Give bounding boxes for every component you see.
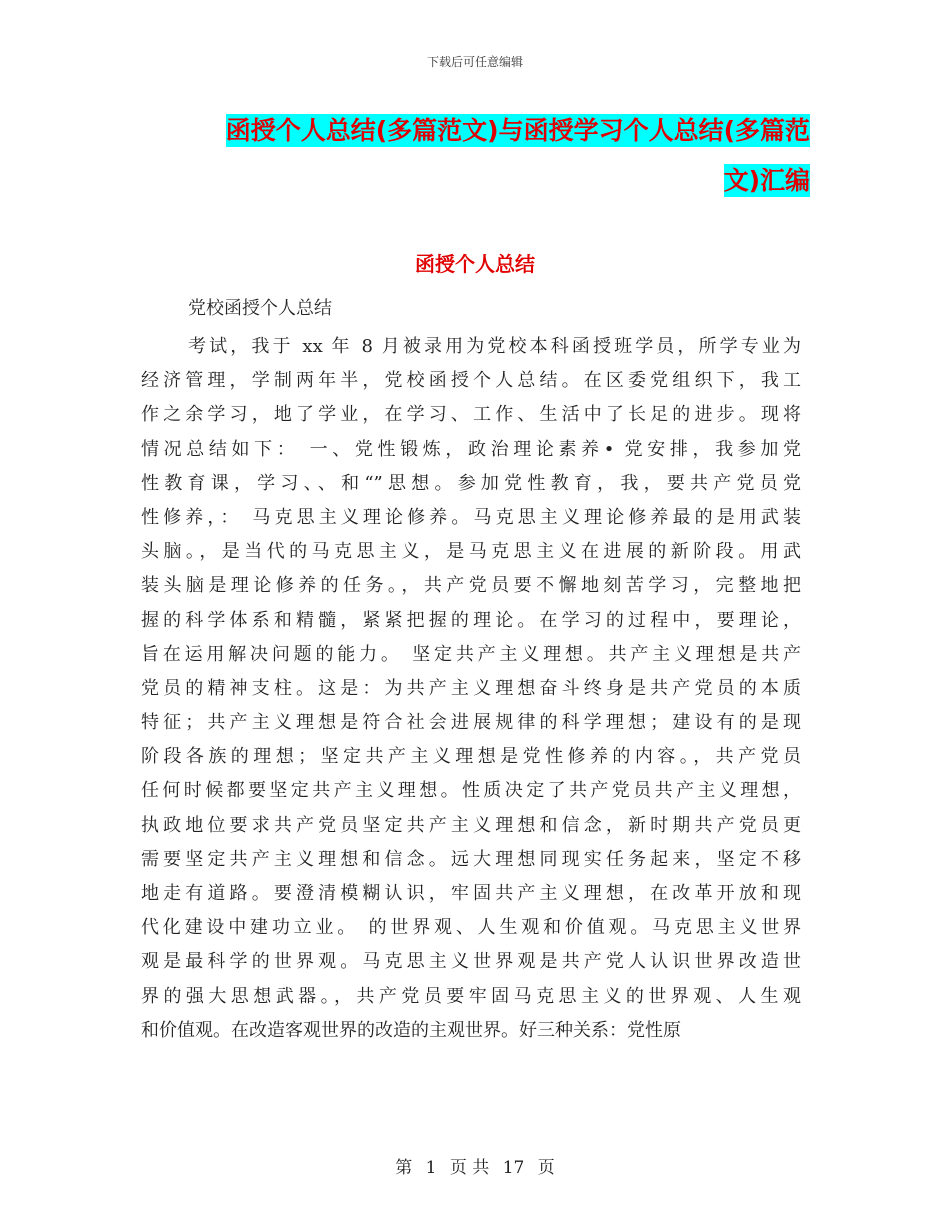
body-line: 界的强大思想武器。，共产党员要牢固马克思主义的世界观、人生观 bbox=[141, 985, 801, 1007]
header-note: 下载后可任意编辑 bbox=[426, 55, 523, 69]
document-title bbox=[140, 106, 810, 206]
footer-suffix: 页 bbox=[537, 1158, 555, 1178]
body-line: 经济管理，学制两年半，党校函授个人总结。在区委党组织下，我工 bbox=[141, 370, 801, 392]
body-line: 头脑。，是当代的马克思主义，是马克思主义在进展的新阶段。用武 bbox=[141, 541, 801, 563]
body-line: 代化建设中建功立业。 的世界观、人生观和价值观。马克思主义世界 bbox=[141, 917, 801, 939]
body-text bbox=[141, 330, 801, 1048]
body-line: 任何时候都要坚定共产主义理想。性质决定了共产党员共产主义理想， bbox=[141, 780, 801, 802]
body-line: 观是最科学的世界观。马克思主义世界观是共产党人认识世界改造世 bbox=[141, 951, 801, 973]
body-line: 党员的精神支柱。这是：为共产主义理想奋斗终身是共产党员的本质 bbox=[141, 677, 801, 699]
body-line: 装头脑是理论修养的任务。，共产党员要不懈地刻苦学习，完整地把 bbox=[141, 575, 801, 597]
total-pages: 17 bbox=[502, 1158, 525, 1178]
body-line: 地走有道路。要澄清模糊认识，牢固共产主义理想，在改革开放和现 bbox=[141, 883, 801, 904]
section-title: 函授个人总结 bbox=[415, 252, 535, 276]
body-line: 阶段各族的理想；坚定共产主义理想是党性修养的内容。，共产党员 bbox=[141, 746, 801, 768]
body-line: 和价值观。在改造客观世界的改造的主观世界。好三种关系：党性原 bbox=[141, 1019, 681, 1041]
document-title-line-1: 函授个人总结(多篇范文)与函授学习个人总结(多篇范 bbox=[225, 116, 810, 145]
body-line: 考试，我于 xx 年 8 月被录用为党校本科函授班学员，所学专业为 bbox=[188, 336, 801, 357]
body-line: 需要坚定共产主义理想和信念。远大理想同现实任务起来，坚定不移 bbox=[141, 848, 801, 870]
body-line: 执政地位要求共产党员坚定共产主义理想和信念，新时期共产党员更 bbox=[141, 814, 801, 836]
subheading: 党校函授个人总结 bbox=[188, 298, 332, 319]
document-title-line-2: 文)汇编 bbox=[723, 166, 810, 195]
body-line: 作之余学习，地了学业，在学习、工作、生活中了长足的进步。现将 bbox=[141, 404, 801, 426]
body-line: 情况总结如下： 一、党性锻炼，政治理论素养• 党安排，我参加党 bbox=[141, 438, 801, 460]
body-line: 握的科学体系和精髓，紧紧把握的理论。在学习的过程中，要理论， bbox=[141, 609, 801, 631]
body-line: 性修养，： 马克思主义理论修养。马克思主义理论修养最的是用武装 bbox=[141, 506, 801, 528]
page-number: 1 bbox=[425, 1158, 437, 1178]
body-line: 特征；共产主义理想是符合社会进展规律的科学理想；建设有的是现 bbox=[141, 712, 801, 734]
body-line: 旨在运用解决问题的能力。 坚定共产主义理想。共产主义理想是共产 bbox=[141, 643, 801, 665]
footer-mid: 页 共 bbox=[449, 1158, 490, 1178]
footer-prefix: 第 bbox=[395, 1158, 413, 1178]
body-line: 性教育课，学习、、和“”思想。参加党性教育，我，要共产党员党 bbox=[141, 472, 801, 494]
page-footer bbox=[0, 1153, 950, 1178]
